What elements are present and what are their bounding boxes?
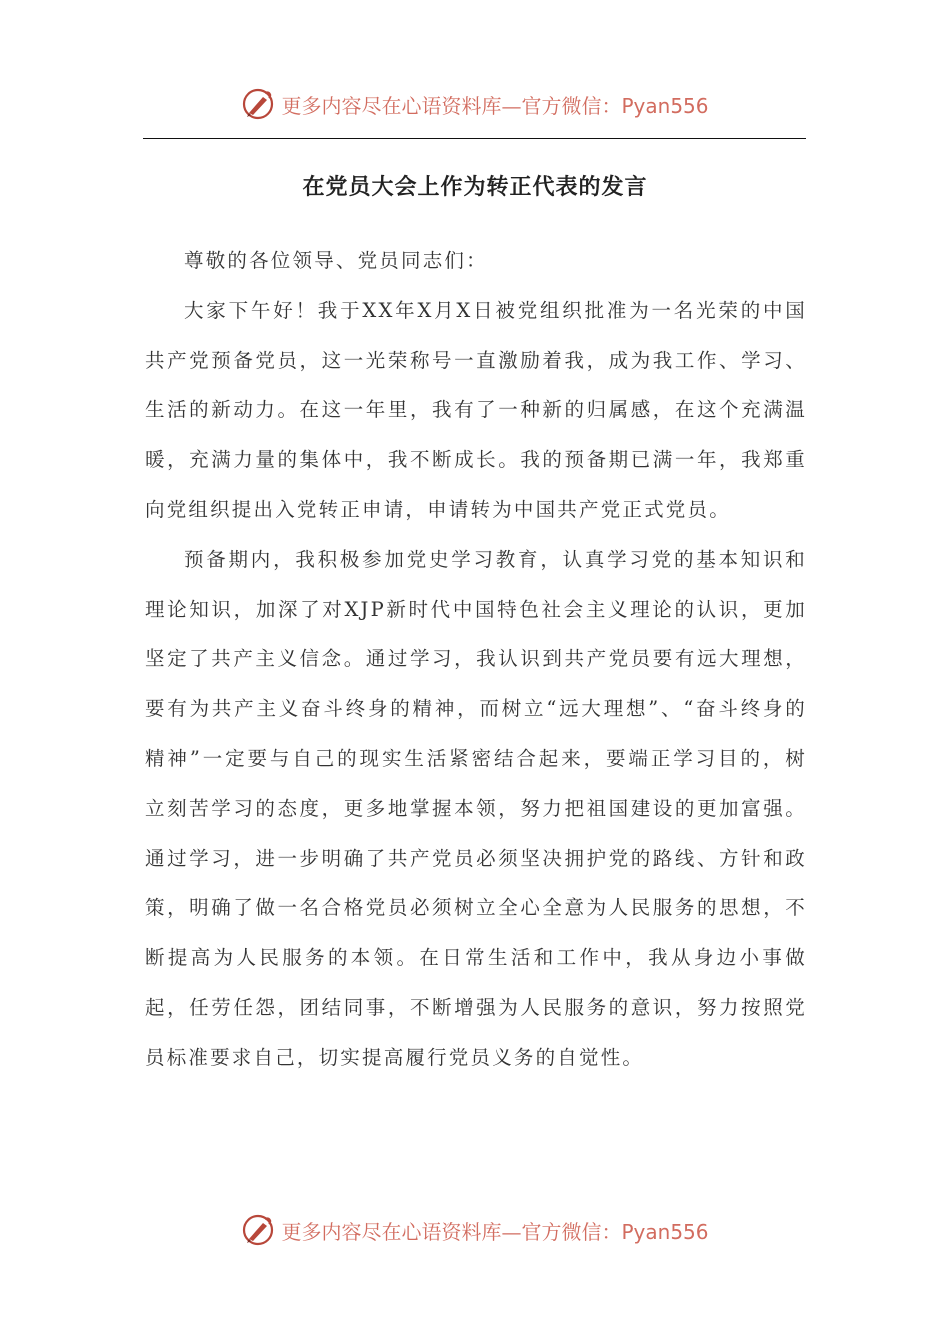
document-title: 在党员大会上作为转正代表的发言: [302, 174, 648, 200]
pen-logo-icon: [241, 1213, 275, 1247]
header-site-text: 更多内容尽在心语资料库: [281, 93, 502, 118]
footer-wechat-id: Pyan556: [621, 1219, 709, 1244]
footer-site-text: 更多内容尽在心语资料库: [281, 1219, 502, 1244]
document-body: [145, 236, 807, 1083]
footer-dash: —: [501, 1219, 522, 1244]
header-wechat-id: Pyan556: [621, 93, 709, 118]
footer-banner-text: [281, 1216, 708, 1245]
footer-banner: [0, 1210, 950, 1250]
pen-logo-icon: [241, 87, 275, 121]
footer-wechat-label: 官方微信：: [521, 1219, 622, 1244]
header-divider: [143, 138, 806, 139]
header-wechat-label: 官方微信：: [521, 93, 622, 118]
header-banner: [0, 84, 950, 124]
body-paragraph: 预备期内，我积极参加党史学习教育，认真学习党的基本知识和理论知识，加深了对XJP新时代中国特色社会主义理论的认识，更加坚定了共产主义信念。通过学习，我认识到共产党员要有远大理想，要有为共产主义奋斗终身的精神，而树立“远大理想”、“奋斗终身的精神”一定要与自己的现实生活紧密结合起来，要端正学习目的，树立刻苦学习的态度，更多地掌握本领，努力把祖国建设的更加富强。通过学习，进一步明确了共产党员必须坚决拥护党的路线、方针和政策，明确了做一名合格党员必须树立全心全意为人民服务的思想，不断提高为人民服务的本领。在日常生活和工作中，我从身边小事做起，任劳任怨，团结同事，不断增强为人民服务的意识，努力按照党员标准要求自己，切实提高履行党员义务的自觉性。: [145, 547, 807, 1069]
header-dash: —: [501, 93, 522, 118]
body-paragraph: 大家下午好！我于XX年X月X日被党组织批准为一名光荣的中国共产党预备党员，这一光荣称号一直激励着我，成为我工作、学习、生活的新动力。在这一年里，我有了一种新的归属感，在这个充满温暖，充满力量的集体中，我不断成长。我的预备期已满一年，我郑重向党组织提出入党转正申请，申请转为中国共产党正式党员。: [145, 298, 807, 521]
salutation-paragraph: 尊敬的各位领导、党员同志们：: [184, 249, 488, 272]
header-banner-text: [281, 90, 708, 119]
